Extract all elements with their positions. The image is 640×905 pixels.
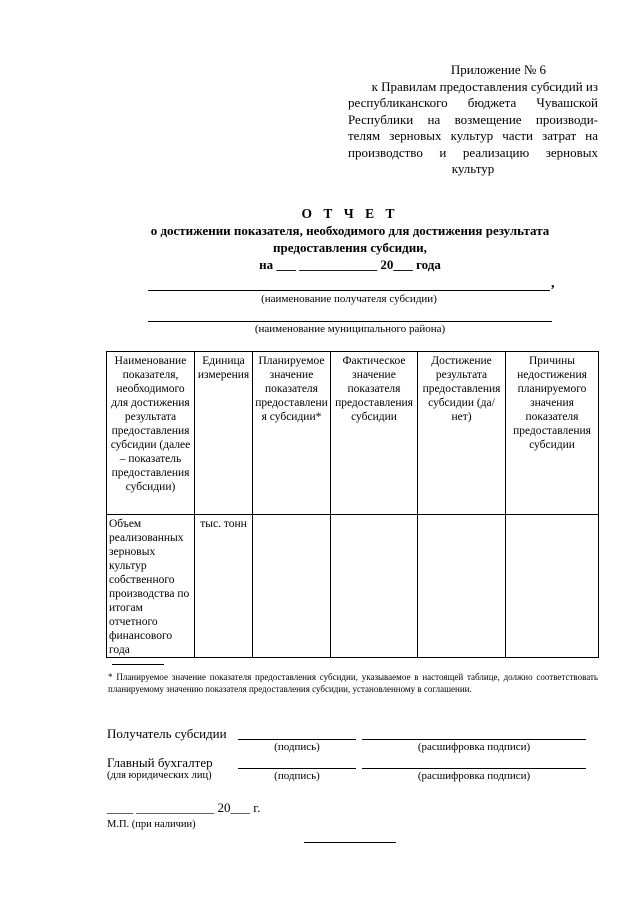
bottom-separator bbox=[304, 842, 396, 843]
table-header-row bbox=[107, 352, 599, 515]
recipient-signature-caption: (подпись) bbox=[274, 741, 320, 753]
header-reasons: Причины недостижения планируемого значения показателя предоставления субсидии bbox=[506, 352, 599, 515]
report-table bbox=[106, 351, 599, 658]
recipient-comma: , bbox=[551, 276, 555, 291]
cell-achievement[interactable] bbox=[418, 515, 506, 658]
accountant-signature-label: Главный бухгалтер bbox=[107, 755, 213, 770]
signing-date-line: ____ ____________ 20___ г. bbox=[107, 800, 261, 815]
cell-actual-value[interactable] bbox=[331, 515, 418, 658]
accountant-signature-caption: (подпись) bbox=[274, 770, 320, 782]
table-row bbox=[107, 515, 599, 658]
cell-unit: тыс. тонн bbox=[195, 515, 253, 658]
report-heading: О Т Ч Е Т bbox=[301, 206, 399, 221]
appendix-line: производство и реализацию зерновых bbox=[348, 144, 598, 160]
appendix-line: к Правилам предоставления субсидий из bbox=[371, 78, 598, 94]
appendix-line: Республики на возмещение производи- bbox=[348, 111, 598, 127]
cell-planned-value[interactable] bbox=[253, 515, 331, 658]
recipient-name-line bbox=[148, 290, 550, 291]
recipient-signature-line bbox=[238, 739, 356, 740]
legal-entities-caption: (для юридических лиц) bbox=[107, 770, 212, 781]
recipient-decode-caption: (расшифровка подписи) bbox=[417, 741, 531, 753]
recipient-caption: (наименование получателя субсидии) bbox=[261, 293, 437, 305]
appendix-number: Приложение № 6 bbox=[450, 62, 546, 77]
cell-reasons[interactable] bbox=[506, 515, 599, 658]
accountant-signature-line bbox=[238, 768, 356, 769]
accountant-decode-line bbox=[362, 768, 586, 769]
header-achievement: Достижение результата предоставления субсидии (да/нет) bbox=[418, 352, 506, 515]
recipient-signature-label: Получатель субсидии bbox=[107, 726, 227, 741]
cell-indicator-name: Объем реализованных зерновых культур собственного производства по итогам отчетного финансового года bbox=[107, 515, 195, 658]
stamp-caption: М.П. (при наличии) bbox=[107, 819, 196, 830]
accountant-decode-caption: (расшифровка подписи) bbox=[417, 770, 531, 782]
header-planned-value: Планируемое значение показателя предоставления субсидии* bbox=[253, 352, 331, 515]
report-subtitle: предоставления субсидии, bbox=[273, 240, 427, 255]
recipient-decode-line bbox=[362, 739, 586, 740]
footnote-separator bbox=[112, 664, 164, 665]
footnote: * Планируемое значение показателя предоставления субсидии, указываемое в настоящей таблице, должно соответствовать планируемому значению показателя предоставления субсидии, установленному в соглашении. bbox=[108, 672, 598, 694]
header-unit: Единица измерения bbox=[195, 352, 253, 515]
district-caption: (наименование муниципального района) bbox=[254, 323, 446, 335]
appendix-block bbox=[348, 62, 598, 178]
report-date-line: на ___ ____________ 20___ года bbox=[259, 257, 441, 272]
header-indicator-name: Наименование показателя, необходимого для достижения результата предоставления субсидии (далее – показатель предоставления субсидии) bbox=[107, 352, 195, 515]
appendix-line: культур bbox=[451, 161, 495, 176]
appendix-line: республиканского бюджета Чувашской bbox=[348, 95, 598, 110]
appendix-line: телям зерновых культур части затрат на bbox=[348, 128, 598, 143]
report-subtitle: о достижении показателя, необходимого для достижения результата bbox=[150, 223, 550, 238]
district-name-line bbox=[148, 321, 552, 322]
header-actual-value: Фактическое значение показателя предоставления субсидии bbox=[331, 352, 418, 515]
